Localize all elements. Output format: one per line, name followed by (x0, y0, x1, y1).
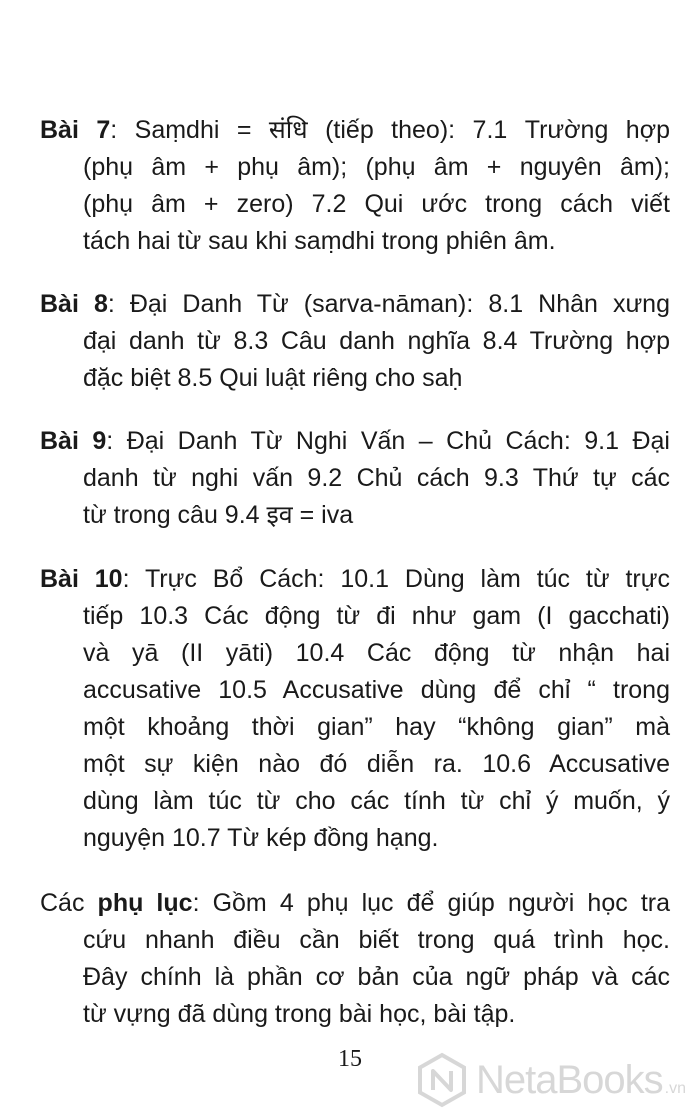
entry-line: đặc biệt 8.5 Qui luật riêng cho saḥ (83, 364, 463, 392)
lesson-9-entry (40, 423, 670, 534)
entry-line (40, 885, 670, 922)
entry-text: : Saṃdhi = संधि (tiếp theo): 7.1 Trường hợp (110, 116, 671, 144)
entry-line (40, 423, 670, 460)
lesson-10-entry (40, 561, 670, 857)
entry-line: đại danh từ 8.3 Câu danh nghĩa 8.4 Trường hợp (83, 327, 670, 355)
entry-text: : Đại Danh Từ Nghi Vấn – Chủ Cách: 9.1 Đại (106, 427, 670, 455)
lesson-label: Bài 8 (40, 290, 108, 318)
netabooks-logo-icon (414, 1052, 470, 1108)
entry-line: từ vựng đã dùng trong bài học, bài tập. (83, 1000, 516, 1028)
entry-text: : Trực Bổ Cách: 10.1 Dùng làm túc từ trực (122, 565, 670, 593)
lesson-7-entry (40, 112, 670, 260)
page-number: 15 (338, 1046, 362, 1072)
entry-line: cứu nhanh điều cần biết trong quá trình học. (83, 926, 670, 954)
appendices-label: phụ lục (97, 889, 193, 917)
entry-line: tiếp 10.3 Các động từ đi như gam (I gacchati) (83, 602, 670, 630)
entry-line: tách hai từ sau khi saṃdhi trong phiên âm. (83, 227, 556, 255)
appendices-prefix: Các (40, 889, 98, 917)
lesson-label: Bài 9 (40, 427, 107, 455)
entry-line: dùng làm túc từ cho các tính từ chỉ ý muốn, ý (83, 787, 670, 815)
entry-text: : Gồm 4 phụ lục để giúp người học tra (192, 889, 670, 917)
entry-line: và yā (II yāti) 10.4 Các động từ nhận hai (83, 639, 670, 667)
entry-line: (phụ âm + zero) 7.2 Qui ước trong cách viết (83, 190, 670, 218)
entry-line (40, 561, 670, 598)
lesson-label: Bài 7 (40, 116, 111, 144)
entry-line: (phụ âm + phụ âm); (phụ âm + nguyên âm); (83, 153, 670, 181)
entry-line: từ trong câu 9.4 इव = iva (83, 501, 354, 529)
entry-line: accusative 10.5 Accusative dùng để chỉ “ trong (83, 676, 670, 704)
entry-line: danh từ nghi vấn 9.2 Chủ cách 9.3 Thứ tự các (83, 464, 670, 492)
watermark (414, 1052, 686, 1108)
appendices-entry (40, 885, 670, 1033)
entry-line: một sự kiện nào đó diễn ra. 10.6 Accusative (83, 750, 670, 778)
lesson-label: Bài 10 (40, 565, 123, 593)
entry-text: : Đại Danh Từ (sarva-nāman): 8.1 Nhân xưng (107, 290, 670, 318)
watermark-text: NetaBooks (475, 1057, 663, 1102)
entry-line: một khoảng thời gian” hay “không gian” mà (83, 713, 670, 741)
lesson-8-entry (40, 286, 670, 397)
entry-line (40, 112, 670, 149)
entry-line: Đây chính là phần cơ bản của ngữ pháp và các (83, 963, 670, 991)
watermark-suffix: .vn (664, 1080, 686, 1097)
entry-line: nguyện 10.7 Từ kép đồng hạng. (83, 824, 439, 852)
entry-line (40, 286, 670, 323)
